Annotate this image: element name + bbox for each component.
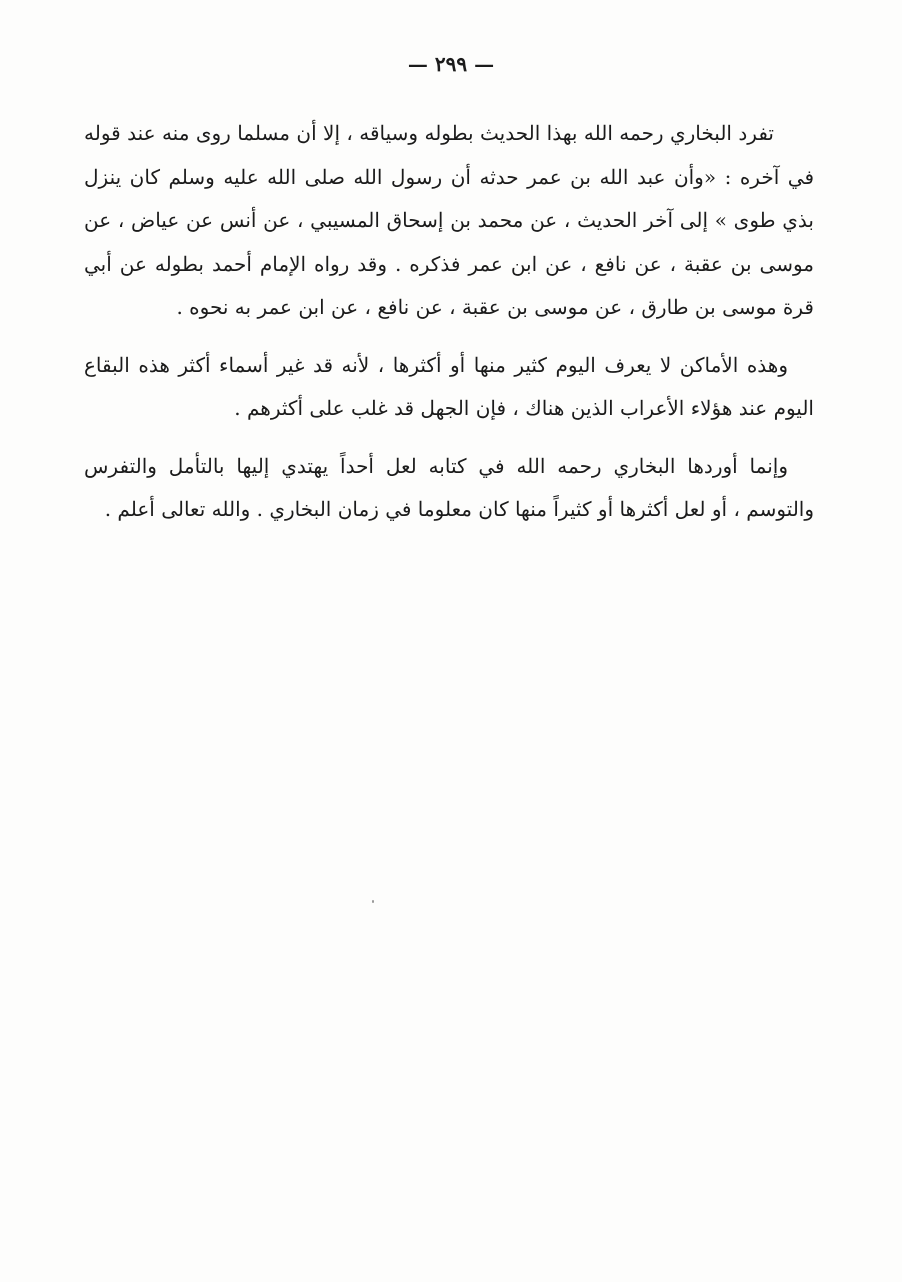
paragraph-places-unknown: وهذه الأماكن لا يعرف اليوم كثير منها أو أكثرها ، لأنه قد غير أسماء أكثر هذه البقاع اليوم عند هؤلاء الأعراب الذين هناك ، فإن الجهل قد غلب على أكثرهم . bbox=[84, 352, 814, 420]
paragraph-hadith-narration: تفرد البخاري رحمه الله بهذا الحديث بطوله وسياقه ، إلا أن مسلما روى منه عند قوله في آخره : «وأن عبد الله بن عمر حدثه أن رسول الله صلى الله عليه وسلم كان ينزل بذي طوى » إلى آخر الحديث ، عن محمد بن إسحاق المسيبي ، عن أنس عن عياض ، عن موسى بن عقبة ، عن نافع ، عن ابن عمر فذكره . وقد رواه الإمام أحمد بطوله عن أبي قرة موسى بن طارق ، عن موسى بن عقبة ، عن نافع ، عن ابن عمر به نحوه . bbox=[84, 121, 814, 319]
page-number: — ٢٩٩ — bbox=[407, 52, 495, 76]
paragraph-bukhari-reason: وإنما أوردها البخاري رحمه الله في كتابه لعل أحداً يهتدي إليها بالتأمل والتفرس والتوسم ، أو لعل أكثرها أو كثيراً منها كان معلوما في زمان البخاري . والله تعالى أعلم . bbox=[84, 453, 814, 521]
paper-speck bbox=[372, 900, 374, 903]
page-body-text bbox=[84, 112, 814, 532]
